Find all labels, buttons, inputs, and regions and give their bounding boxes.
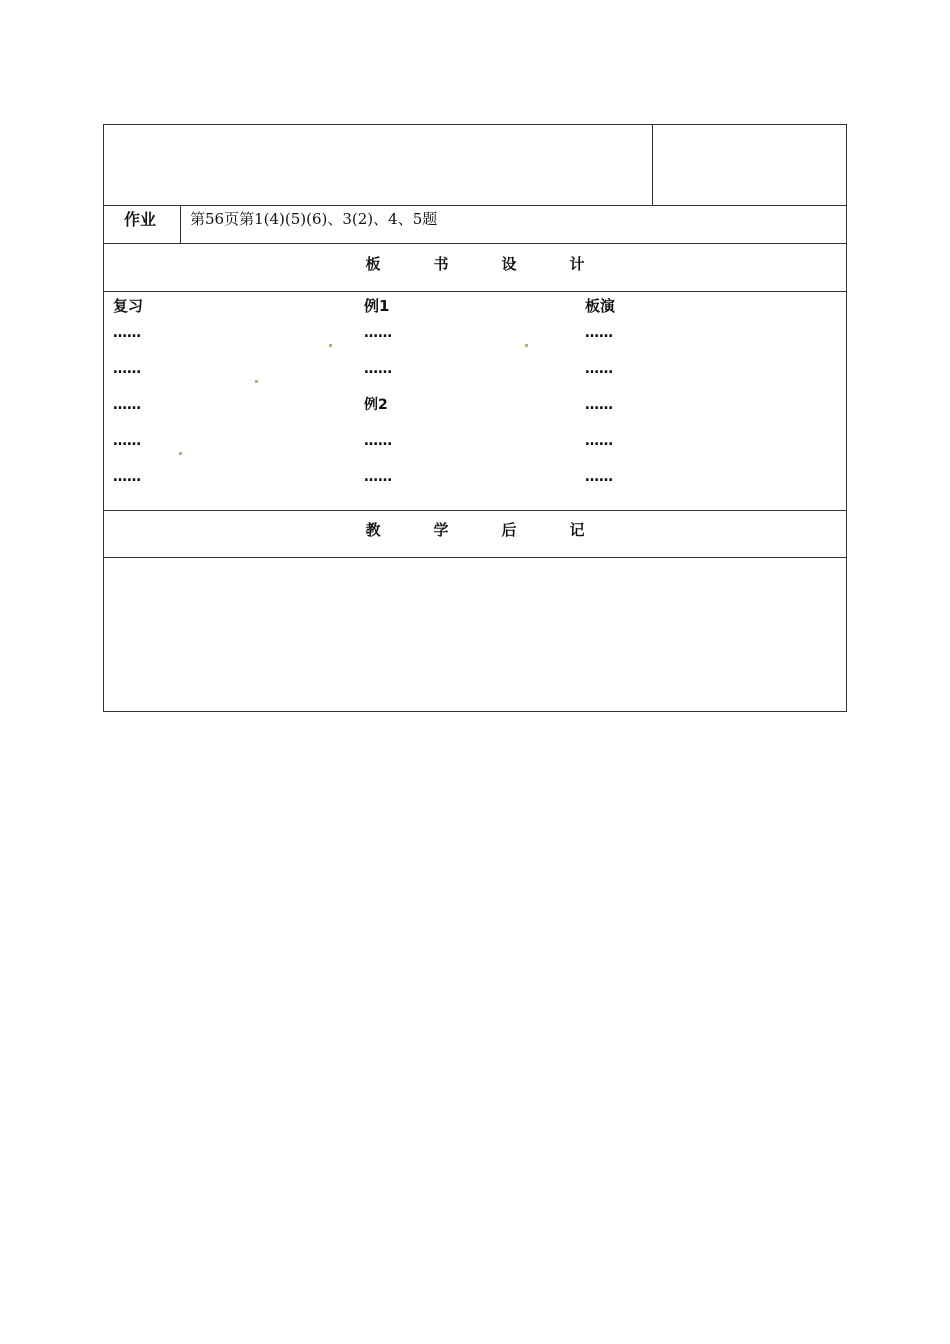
review-item: …… <box>113 433 141 449</box>
example-column <box>364 297 392 495</box>
speck <box>525 344 528 347</box>
board-practice-item: …… <box>585 469 613 485</box>
board-heading-char: 计 <box>569 255 585 273</box>
example-item: …… <box>364 433 392 449</box>
example-item: …… <box>364 361 392 377</box>
postscript-heading-char: 后 <box>501 521 517 539</box>
example-item: …… <box>364 469 392 485</box>
board-practice-item: …… <box>585 325 613 341</box>
speck <box>179 452 182 455</box>
board-practice-title: 板演 <box>585 297 616 315</box>
board-practice-column <box>585 297 615 495</box>
row-line-2 <box>104 243 846 244</box>
review-item: …… <box>113 397 141 413</box>
speck <box>329 344 332 347</box>
review-item: …… <box>113 325 141 341</box>
row-line-4 <box>104 510 846 511</box>
postscript-heading-char: 学 <box>433 521 449 539</box>
board-heading-char: 书 <box>433 255 449 273</box>
top-row-divider <box>652 125 653 205</box>
board-heading-char: 设 <box>501 255 517 273</box>
lesson-plan-table <box>103 124 847 712</box>
postscript-heading-char: 记 <box>569 521 585 539</box>
board-practice-item: …… <box>585 397 613 413</box>
review-item: …… <box>113 469 141 485</box>
review-column <box>113 297 143 495</box>
row-line-1 <box>104 205 846 206</box>
homework-label: 作业 <box>124 210 157 229</box>
board-heading-char: 板 <box>365 255 381 273</box>
homework-divider <box>180 205 181 243</box>
board-design-heading <box>104 253 846 274</box>
review-item: …… <box>113 361 141 377</box>
speck <box>255 380 258 383</box>
board-practice-item: …… <box>585 361 613 377</box>
postscript-heading <box>104 519 846 540</box>
example-2-title: 例2 <box>364 397 388 413</box>
review-title: 复习 <box>113 297 144 315</box>
row-line-3 <box>104 291 846 292</box>
postscript-notes-area <box>104 558 846 711</box>
board-practice-item: …… <box>585 433 613 449</box>
postscript-heading-char: 教 <box>365 521 381 539</box>
homework-text: 第56页第1(4)(5)(6)、3(2)、4、5题 <box>190 210 438 228</box>
example-item: …… <box>364 325 392 341</box>
example-1-title: 例1 <box>364 297 390 315</box>
